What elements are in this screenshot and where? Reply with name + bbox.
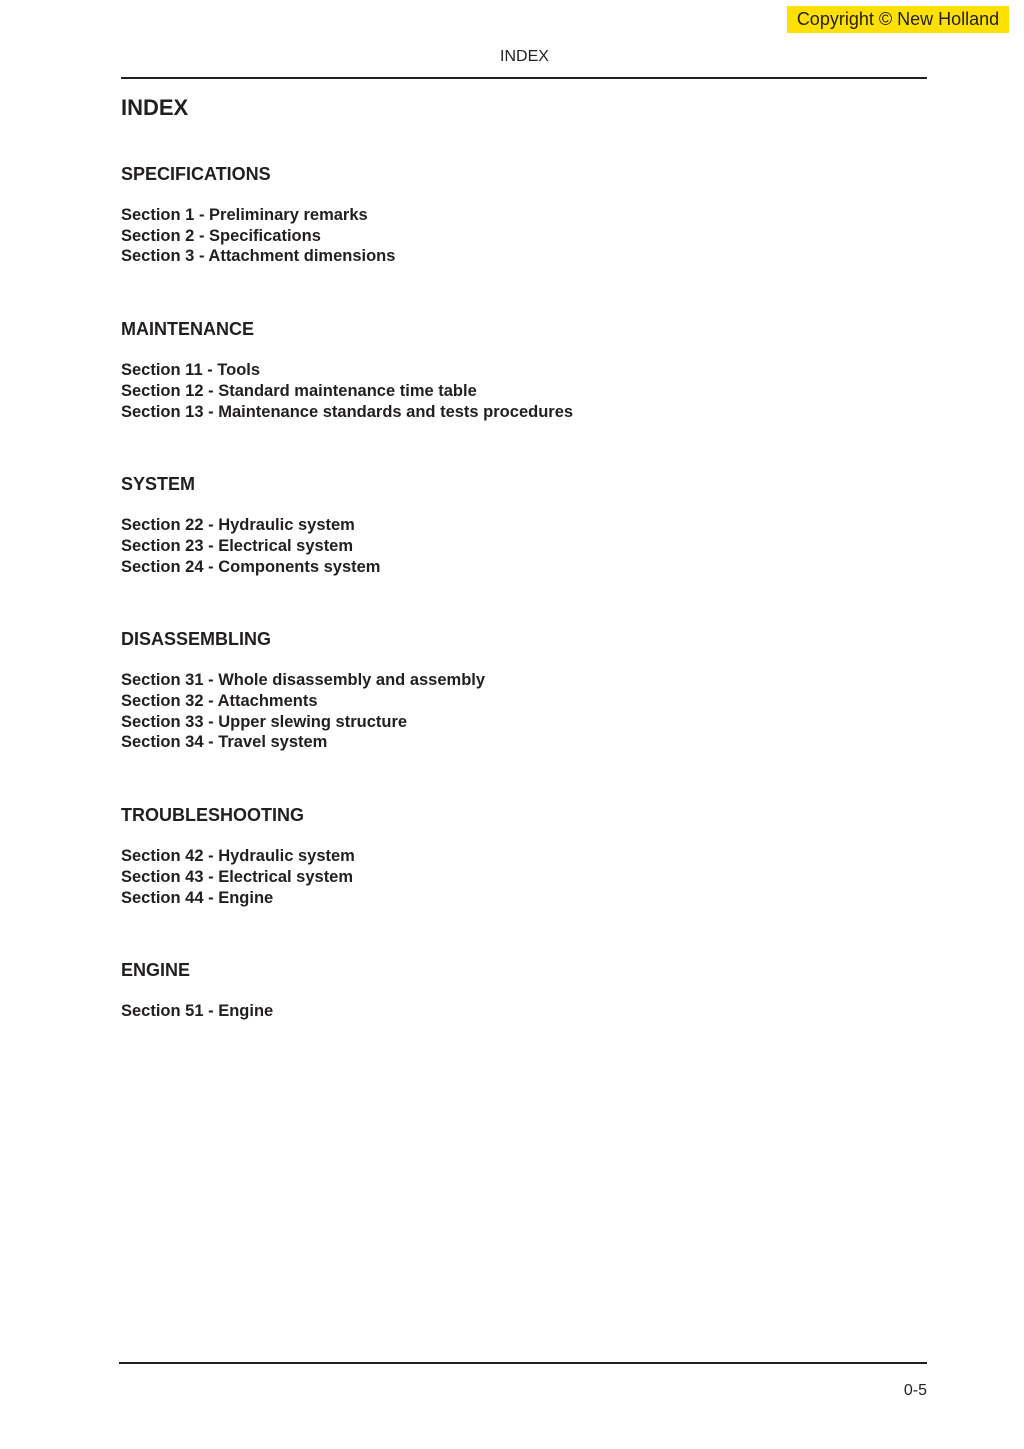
toc-group-troubleshooting <box>121 803 927 908</box>
toc-group-disassembling <box>121 627 927 753</box>
toc-entry[interactable]: Section 2 - Specifications <box>121 226 321 245</box>
toc-entry[interactable]: Section 43 - Electrical system <box>121 867 354 886</box>
footer-divider <box>119 1362 927 1364</box>
toc-entry[interactable]: Section 11 - Tools <box>121 361 261 380</box>
toc-entry[interactable]: Section 1 - Preliminary remarks <box>121 206 368 224</box>
toc-entry[interactable]: Section 32 - Attachments <box>121 692 318 711</box>
page-number: 0-5 <box>903 1382 927 1399</box>
toc-entry[interactable]: Section 24 - Components system <box>121 557 381 576</box>
toc-entry[interactable]: Section 12 - Standard maintenance time table <box>121 381 477 400</box>
group-heading: MAINTENANCE <box>121 319 254 340</box>
group-heading: SPECIFICATIONS <box>121 164 271 184</box>
toc-entry[interactable]: Section 31 - Whole disassembly and assembly <box>121 671 486 690</box>
toc-entry[interactable]: Section 42 - Hydraulic system <box>121 847 355 866</box>
toc-entry[interactable]: Section 23 - Electrical system <box>121 536 354 555</box>
toc-group-specifications <box>121 162 927 267</box>
page-title: INDEX <box>121 95 189 120</box>
group-heading: SYSTEM <box>121 474 196 495</box>
toc-entry[interactable]: Section 44 - Engine <box>121 888 274 907</box>
toc-entry[interactable]: Section 13 - Maintenance standards and tests procedures <box>121 402 574 421</box>
group-heading: DISASSEMBLING <box>121 629 272 650</box>
copyright-banner: Copyright © New Holland <box>787 6 1009 33</box>
toc-entry[interactable]: Section 3 - Attachment dimensions <box>121 247 396 266</box>
group-heading: TROUBLESHOOTING <box>121 805 304 826</box>
table-of-contents <box>121 162 927 1072</box>
toc-group-system <box>121 472 927 577</box>
toc-group-maintenance <box>121 317 927 422</box>
toc-entry[interactable]: Section 34 - Travel system <box>121 733 328 752</box>
toc-entry[interactable]: Section 22 - Hydraulic system <box>121 516 355 535</box>
toc-entry[interactable]: Section 33 - Upper slewing structure <box>121 712 408 731</box>
toc-entry[interactable]: Section 51 - Engine <box>121 1002 274 1021</box>
header-divider <box>121 77 927 79</box>
running-header: INDEX <box>500 48 549 65</box>
group-heading: ENGINE <box>121 960 191 981</box>
toc-group-engine <box>121 958 927 1022</box>
